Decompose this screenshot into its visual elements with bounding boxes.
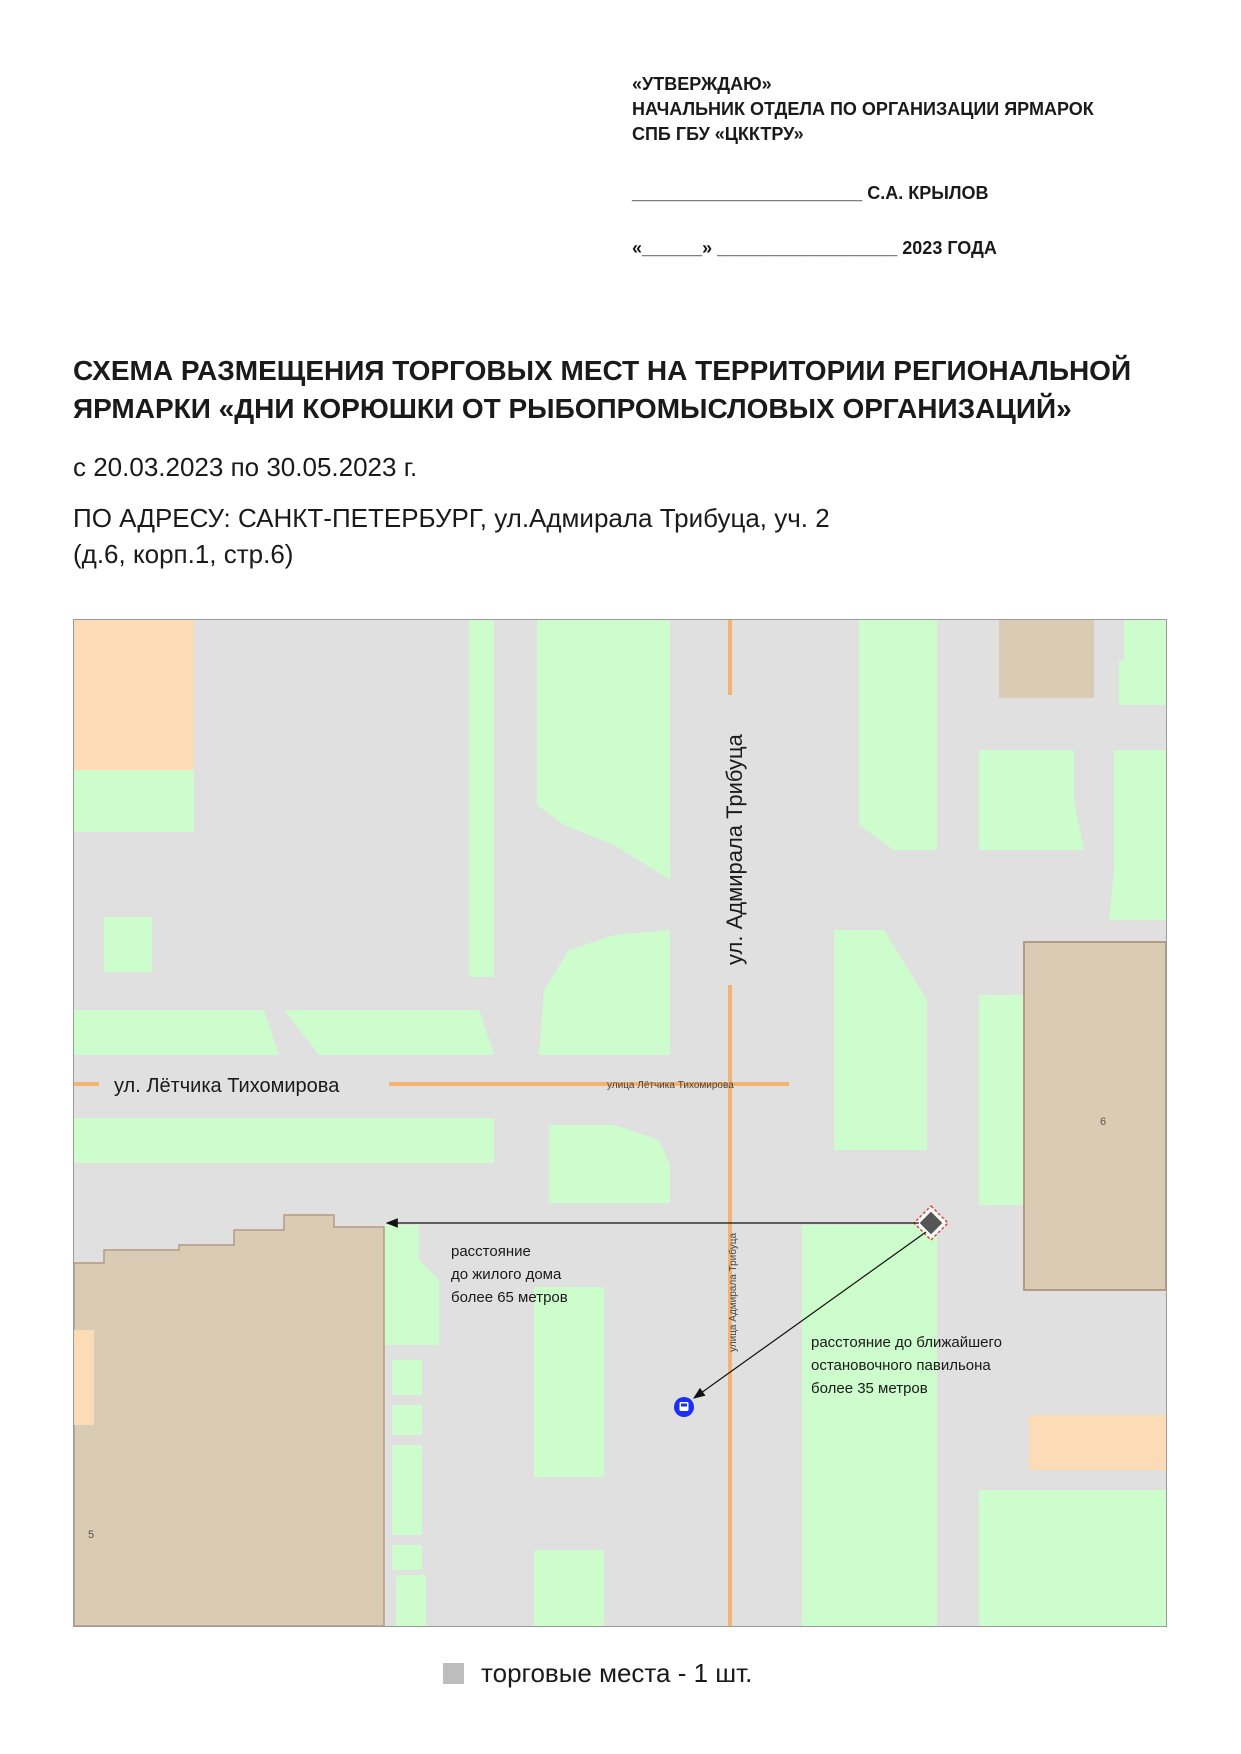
green-area bbox=[534, 1550, 604, 1626]
fair-address bbox=[73, 500, 830, 572]
building-5 bbox=[74, 1215, 384, 1626]
green-area bbox=[392, 1445, 422, 1535]
green-area bbox=[859, 620, 937, 850]
green-area bbox=[74, 1010, 279, 1055]
distance-stop-line-3: более 35 метров bbox=[811, 1380, 928, 1397]
building bbox=[999, 620, 1094, 698]
green-area bbox=[979, 1490, 1166, 1626]
placement-map bbox=[73, 619, 1167, 1627]
green-area bbox=[284, 1010, 494, 1055]
map-canvas bbox=[74, 620, 1166, 1626]
approval-heading: «УТВЕРЖДАЮ» bbox=[632, 74, 772, 94]
sand-area bbox=[74, 620, 194, 770]
sand-area bbox=[74, 1330, 94, 1425]
green-area bbox=[392, 1405, 422, 1435]
green-area bbox=[392, 1360, 422, 1395]
distance-stop-line-1: расстояние до ближайшего bbox=[811, 1334, 1002, 1351]
green-area bbox=[74, 770, 194, 832]
green-area bbox=[74, 1118, 494, 1163]
address-line-1: ПО АДРЕСУ: САНКТ-ПЕТЕРБУРГ, ул.Адмирала Трибуца, уч. 2 bbox=[73, 503, 830, 533]
street-small-label-horizontal: улица Лётчика Тихомирова bbox=[607, 1080, 734, 1091]
document-title bbox=[73, 352, 1183, 428]
green-area bbox=[979, 995, 1024, 1205]
sand-area bbox=[1029, 1415, 1166, 1470]
green-area bbox=[392, 1545, 422, 1570]
distance-stop-line-2: остановочного павильона bbox=[811, 1357, 991, 1374]
distance-house-line-1: расстояние bbox=[451, 1243, 531, 1260]
legend-swatch-icon bbox=[443, 1663, 464, 1684]
green-area bbox=[1109, 750, 1166, 920]
green-area bbox=[469, 620, 494, 977]
map-legend bbox=[443, 1658, 752, 1689]
approval-signature-line: _______________________ С.А. КРЫЛОВ bbox=[632, 183, 989, 203]
building-5-number: 5 bbox=[88, 1529, 95, 1541]
approval-date-line: «______» __________________ 2023 ГОДА bbox=[632, 238, 997, 258]
green-area bbox=[802, 1225, 937, 1626]
street-label-admirala-tributsa: ул. Адмирала Трибуца bbox=[722, 734, 747, 965]
green-area bbox=[534, 1287, 604, 1477]
green-area bbox=[104, 917, 152, 972]
road-line-horizontal bbox=[74, 1082, 99, 1086]
distance-house-line-2: до жилого дома bbox=[451, 1266, 562, 1283]
green-area bbox=[1119, 620, 1166, 705]
legend-label: торговые места - 1 шт. bbox=[481, 1658, 753, 1688]
building-6 bbox=[1024, 942, 1166, 1290]
road-line-vertical bbox=[728, 620, 732, 695]
street-small-label-vertical: улица Адмирала Трибуца bbox=[728, 1232, 739, 1352]
title-line-2: ЯРМАРКИ «ДНИ КОРЮШКИ ОТ РЫБОПРОМЫСЛОВЫХ ОРГАНИЗАЦИЙ» bbox=[73, 393, 1072, 424]
street-label-letchika-tikhomirova: ул. Лётчика Тихомирова bbox=[114, 1075, 340, 1097]
green-area bbox=[396, 1575, 426, 1626]
approval-position: НАЧАЛЬНИК ОТДЕЛА ПО ОРГАНИЗАЦИИ ЯРМАРОК bbox=[632, 99, 1094, 119]
distance-house-line-3: более 65 метров bbox=[451, 1289, 568, 1306]
green-area bbox=[979, 750, 1084, 850]
fair-period: с 20.03.2023 по 30.05.2023 г. bbox=[73, 452, 418, 482]
building-6-number: 6 bbox=[1100, 1116, 1107, 1128]
title-line-1: СХЕМА РАЗМЕЩЕНИЯ ТОРГОВЫХ МЕСТ НА ТЕРРИТОРИИ РЕГИОНАЛЬНОЙ bbox=[73, 355, 1132, 386]
bus-stop-icon bbox=[674, 1397, 694, 1417]
approval-organization: СПБ ГБУ «ЦККТРУ» bbox=[632, 124, 804, 144]
address-line-2: (д.6, корп.1, стр.6) bbox=[73, 539, 294, 569]
